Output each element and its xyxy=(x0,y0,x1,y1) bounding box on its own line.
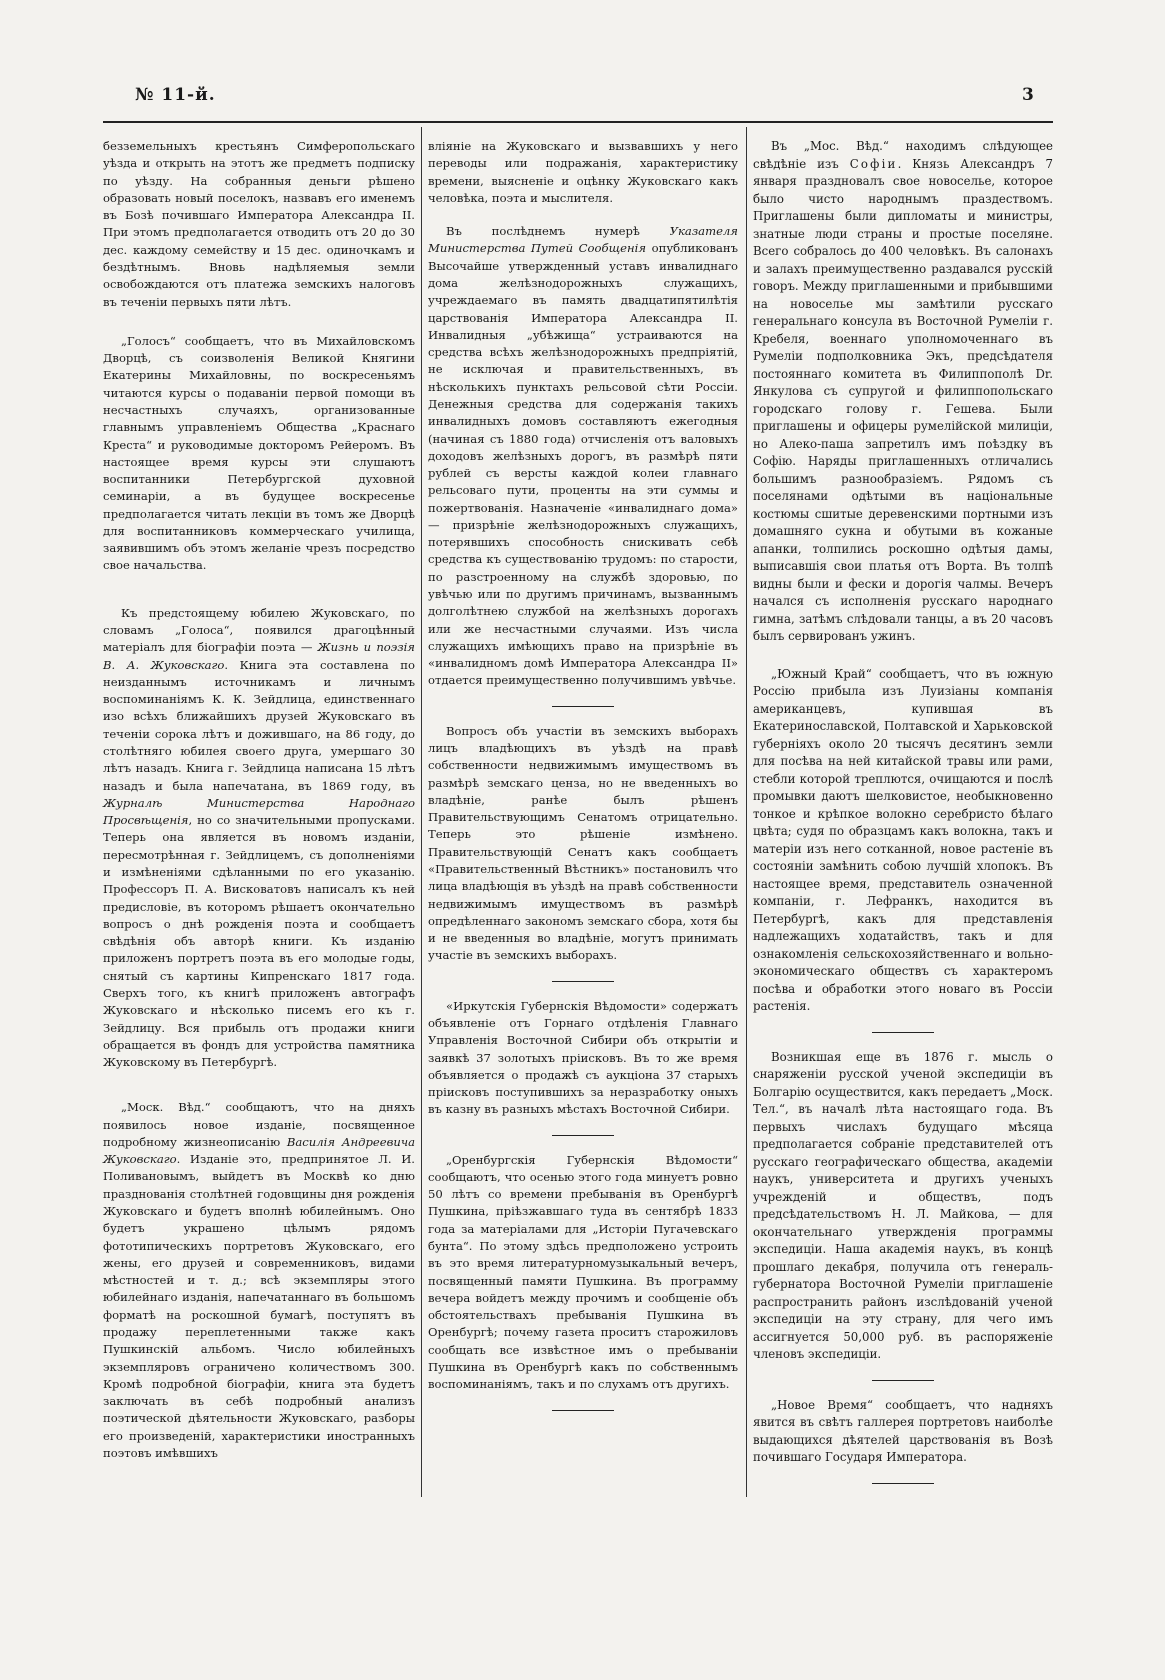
person-name: Василія Андреевича Жуковскаго xyxy=(103,1134,415,1167)
column-divider-2 xyxy=(746,127,747,1497)
article-irkutsk-mines: «Иркутскія Губернскія Вѣдомости» содержатъ объявленіе отъ Горнаго отдѣленія Главнаго Управленія Восточной Сибири объ открытіи и заявкѣ 37 золотыхъ пріисковъ. Въ то же время объявляется о продажѣ съ аукціона 37 старыхъ пріисковъ поступившихъ за неразработку оныхъ въ казну въ разныхъ мѣстахъ Восточной Сибири. xyxy=(428,998,738,1117)
article-continued: вліяніе на Жуковскаго и вызвавшихъ у него переводы или подражанія, характеристику времени, выясненіе и оцѣнку Жуковскаго какъ человѣка, поэта и мыслителя. xyxy=(428,139,738,205)
issue-number: № 11-й. xyxy=(135,85,216,105)
journal-title: Журналѣ Министерства Народнаго Просвѣщенія xyxy=(103,795,415,828)
text: Въ послѣднемъ нумерѣ xyxy=(446,224,670,239)
column-3 xyxy=(753,138,1053,1500)
article-land-settlement: безземельныхъ крестьянъ Симферопольскаго уѣзда и открыть на этотъ же предметъ подписку по уѣзду. На собранныя деньги рѣшено образовать новый поселокъ, назвавъ его именемъ въ Бозѣ почившаго Императора Александра II. При этомъ предполагается отводить отъ 20 до 30 дес. каждому семейству и 15 дес. одиночкамъ и бездѣтнымъ. Вновь надѣляемыя земли освобождаются отъ платежа земскихъ налоговъ въ теченіи первыхъ пяти лѣтъ. xyxy=(103,139,415,309)
article-orenburg-pushkin: „Оренбургскія Губернскія Вѣдомости“ сообщаютъ, что осенью этого года минуетъ ровно 50 лѣтъ со времени пребыванія въ Оренбургѣ Пушкина, пріѣзжавшаго туда въ сентябрѣ 1833 года за матеріалами для „Исторіи Пугачевскаго бунта“. По этому здѣсь предположено устроить въ это время литературномузыкальный вечеръ, посвященный памяти Пушкина. Въ программу вечера войдетъ между прочимъ и сообщеніе объ обстоятельствахъ пребыванія Пушкина въ Оренбургѣ; почему газета проситъ старожиловъ сообщать все извѣстное имъ о пребываніи Пушкина въ Оренбургѣ какъ по собственнымъ воспоминаніямъ, такъ и по слухамъ отъ другихъ. xyxy=(428,1152,738,1392)
text: Въ „Мос. Вѣд.“ находимъ слѣдующее свѣдѣніе изъ xyxy=(753,139,1053,171)
section-separator xyxy=(552,1410,614,1411)
article-portrait-gallery: „Новое Время“ сообщаетъ, что надняхъ явится въ свѣтъ галлерея портретовъ наиболѣе выдающихся дѣятелей царствованія въ Возѣ почившаго Государя Императора. xyxy=(753,1397,1053,1464)
article-ramie-plant: „Южный Край“ сообщаетъ, что въ южную Россію прибыла изъ Луизіаны компанія американцевъ, купившая въ Екатеринославской, Полтавской и Харьковской губерніяхъ около 20 тысячъ десятинъ земли для посѣва на ней китайской травы или рами, стебли которой треплются, очищаются и послѣ промывки даютъ шелковистое, необыкновенно тонкое и крѣпкое волокно серебристо бѣлаго цвѣта; судя по образцамъ какъ волокна, такъ и матеріи изъ него сотканной, новое растеніе въ состояніи замѣнить собою лучшій хлопокъ. Въ настоящее время, представитель означенной компаніи, г. Лефранкъ, находится въ Петербургѣ, какъ для представленія надлежащихъ ходатайствъ, такъ и для ознакомленія сельскохозяйственнаго и вольно-экономическаго обществъ съ характеромъ посѣва и обработки этого новаго въ Россіи растенія. xyxy=(753,666,1053,1013)
spacer xyxy=(103,1087,165,1099)
section-separator xyxy=(872,1032,934,1033)
header-rule xyxy=(103,121,1053,123)
text: . Изданіе это, предпринятое Л. И. Поливановымъ, выйдетъ въ Москвѣ ко дню празднованія столѣтней годовщины дня рожденія Жуковскаго и будетъ вполнѣ юбилейнымъ. Оно будетъ украшено цѣлымъ рядомъ фототипическихъ портретовъ Жуковскаго, его жены, его друзей и современниковъ, видами мѣстностей и т. д.; всѣ экземпляры этого юбилейнаго изданія, напечатаннаго въ большомъ форматѣ на роскошной бумагѣ, поступятъ въ продажу переплетенными также какъ Пушкинскій альбомъ. Число юбилейныхъ экземпляровъ ограничено количествомъ 300. Кромѣ подробной біографіи, книга эта будетъ заключать въ себѣ подробный анализъ поэтической дѣятельности Жуковскаго, разборы его произведеній, характеристики иностранныхъ поэтовъ имѣвшихъ xyxy=(103,1152,415,1460)
article-invalid-home xyxy=(428,223,738,690)
city-name: Софіи xyxy=(849,156,898,171)
article-first-aid-courses: „Голосъ“ сообщаетъ, что въ Михайловскомъ Дворцѣ, съ соизволенія Великой Княгини Екатерины Михайловны, по воскресеньямъ читаются курсы о подаваніи первой помощи въ несчастныхъ случаяхъ, организованные главнымъ управленіемъ Общества „Краснаго Креста“ и руководимые докторомъ Рейеромъ. Въ настоящее время курсы эти слушаютъ воспитанники Петербургской духовной семинаріи, а въ будущее воскресенье предполагается читать лекціи въ томъ же Дворцѣ для воспитанниковъ коммерческаго училища, заявившимъ объ этомъ желаніе чрезъ посредство свое начальства. xyxy=(103,333,415,573)
text: , но со значительными пропусками. Теперь она является въ новомъ изданіи, пересмотрѣнная г. Зейдлицемъ, съ дополненіями и измѣненіями сдѣланными по его указанію. Профессоръ П. А. Висковатовъ написалъ къ ней предисловіе, въ которомъ рѣшаетъ окончательно вопросъ о днѣ рожденія поэта и сообщаетъ свѣдѣнія объ авторѣ книги. Къ изданію приложенъ портретъ поэта въ его молодые годы, снятый съ картины Кипренскаго 1817 года. Сверхъ того, къ книгѣ приложенъ автографъ Жуковскаго и нѣсколько писемъ его къ г. Зейдлицу. Вся прибыль отъ продажи книги обращается въ фондъ для устройства памятника Жуковскому въ Петербургѣ. xyxy=(103,813,415,1070)
column-1 xyxy=(103,138,415,1478)
text: Къ предстоящему юбилею Жуковскаго, по словамъ „Голоса“, появился драгоцѣнный матеріалъ для біографіи поэта — xyxy=(103,605,415,655)
text: опубликованъ Высочайше утвержденный уставъ инвалиднаго дома желѣзнодорожныхъ служащихъ, учреждаемаго въ память двадцатипятилѣтія царствованія Императора Александра II. Инвалидныя „убѣжища“ устраиваются на средства всѣхъ желѣзнодорожныхъ предпріятій, не исключая и правительственныхъ, въ нѣсколькихъ пунктахъ рельсовой сѣти Россіи. Денежныя средства для содержанія такихъ инвалидныхъ домовъ составляютъ ежегодныя (начиная съ 1880 года) отчисленія отъ валовыхъ доходовъ желѣзныхъ дорогъ, въ размѣрѣ пяти рублей съ версты каждой колеи главнаго рельсоваго пути, проценты на эти суммы и пожертвованія. Назначеніе «инвалиднаго дома» — призрѣніе желѣзнодорожныхъ служащихъ, потерявшихъ способность снискивать себѣ средства къ существованію трудомъ: по старости, по разстроенному на службѣ здоровью, по увѣчью или по другимъ причинамъ, вызваннымъ долголѣтнею службой на желѣзныхъ дорогахъ или же несчастными случаями. Изъ числа служащихъ имѣющихъ право на призрѣніе въ «инвалидномъ домѣ Императора Александра II» отдается преимущественно получившимъ увѣчье. xyxy=(428,241,739,688)
article-zemstvo-elections: Вопросъ объ участіи въ земскихъ выборахъ лицъ владѣющихъ въ уѣздѣ на правѣ собственности недвижимымъ имуществомъ въ размѣрѣ земскаго ценза, но не введенныхъ во владѣніе, ранѣе былъ рѣшенъ Правительствующимъ Сенатомъ отрицательно. Теперь это рѣшеніе измѣнено. Правительствующій Сенатъ какъ сообщаетъ «Правительственный Вѣстникъ» постановилъ что лица владѣющія въ уѣздѣ на правѣ собственности недвижимымъ имуществомъ въ размѣрѣ опредѣленнаго закономъ земскаго сбора, хотя бы и не введенныя во владѣніе, могутъ принимать участіе въ земскихъ выборахъ. xyxy=(428,723,738,963)
column-2 xyxy=(428,138,738,1427)
page-number: 3 xyxy=(1022,85,1034,105)
article-bulgaria-expedition: Возникшая еще въ 1876 г. мысль о снаряженіи русской ученой экспедиціи въ Болгарію осуществится, какъ передаетъ „Моск. Тел.“, въ началѣ лѣта настоящаго года. Въ первыхъ числахъ будущаго мѣсяца предполагается собраніе представителей отъ русскаго географическаго общества, академіи наукъ, университета и другихъ ученыхъ учрежденій и обществъ, подъ предсѣдательствомъ Н. Л. Майкова, — для окончательнаго утвержденія программы экспедиціи. Наша академія наукъ, въ концѣ прошлаго декабря, получила отъ генераль-губернатора Восточной Румеліи приглашеніе распространить районъ изслѣдованій ученой экспедиціи на эту страну, для чего имъ ассигнуется 50,000 руб. въ распоряженіе членовъ экспедиціи. xyxy=(753,1049,1053,1361)
spacer xyxy=(103,591,165,605)
article-zhukovsky-edition xyxy=(103,1099,415,1462)
section-separator xyxy=(552,1135,614,1136)
text: . Книга эта составлена по неизданнымъ источникамъ и личнымъ воспоминаніямъ К. К. Зейдлица, единственнаго изо всѣхъ ближайшихъ друзей Жуковскаго въ теченіи сорока лѣтъ и дожившаго, на 86 году, до столѣтняго юбилея своего друга, умершаго 30 лѣтъ назадъ. Книга г. Зейдлица написана 15 лѣтъ назадъ и была напечатана, въ 1869 году, въ xyxy=(103,657,415,793)
article-zhukovsky-biography xyxy=(103,605,415,1072)
book-title: Жизнь и поэзія В. А. Жуковскаго xyxy=(103,640,415,672)
section-separator xyxy=(872,1380,934,1381)
column-divider-1 xyxy=(421,127,422,1497)
text: „Моск. Вѣд.“ сообщаютъ, что на дняхъ появилось новое изданіе, посвященное подробному жизнеописанію xyxy=(103,1100,415,1149)
article-sofia-housewarming xyxy=(753,138,1053,646)
publication-title: Указателя Министерства Путей Сообщенія xyxy=(428,224,738,256)
text: . Князь Александръ 7 января праздновалъ свое новоселье, которое было чисто народнымъ праздествомъ. Приглашены были дипломаты и министры, знатные люди страны и простые поселяне. Всего собралось до 400 человѣкъ. Въ салонахъ и залахъ преимущественно раздавался русскій говоръ. Между приглашенными и прибывшими на новоселье мы замѣтили русскаго генеральнаго консула въ Восточной Румеліи г. Кребеля, военнаго уполномоченнаго въ Румеліи подполковника Экъ, предсѣдателя постояннаго комитета въ Филиппополѣ Dr. Янкулова съ супругой и филиппопольскаго городскаго голову г. Гешева. Были приглашены и офицеры румелійской милиціи, но Алеко-паша запретилъ имъ поѣздку въ Софію. Наряды приглашенныхъ отличались большимъ разнообразіемъ. Рядомъ съ поселянами одѣтыми въ національные костюмы сшитые деревенскими портными изъ домашняго сукна и обутыми въ кожаные апанки, толпились роскошно одѣтыя дамы, выписавшія свои платья отъ Ворта. Въ толпѣ видны были и фески и дорогія чалмы. Вечеръ начался съ исполненія русскаго народнаго гимна, затѣмъ слѣдовали танцы, а въ 20 часовъ былъ сервированъ ужинъ. xyxy=(753,156,1053,643)
section-separator xyxy=(552,981,614,982)
section-separator xyxy=(872,1483,934,1484)
section-separator xyxy=(552,706,614,707)
